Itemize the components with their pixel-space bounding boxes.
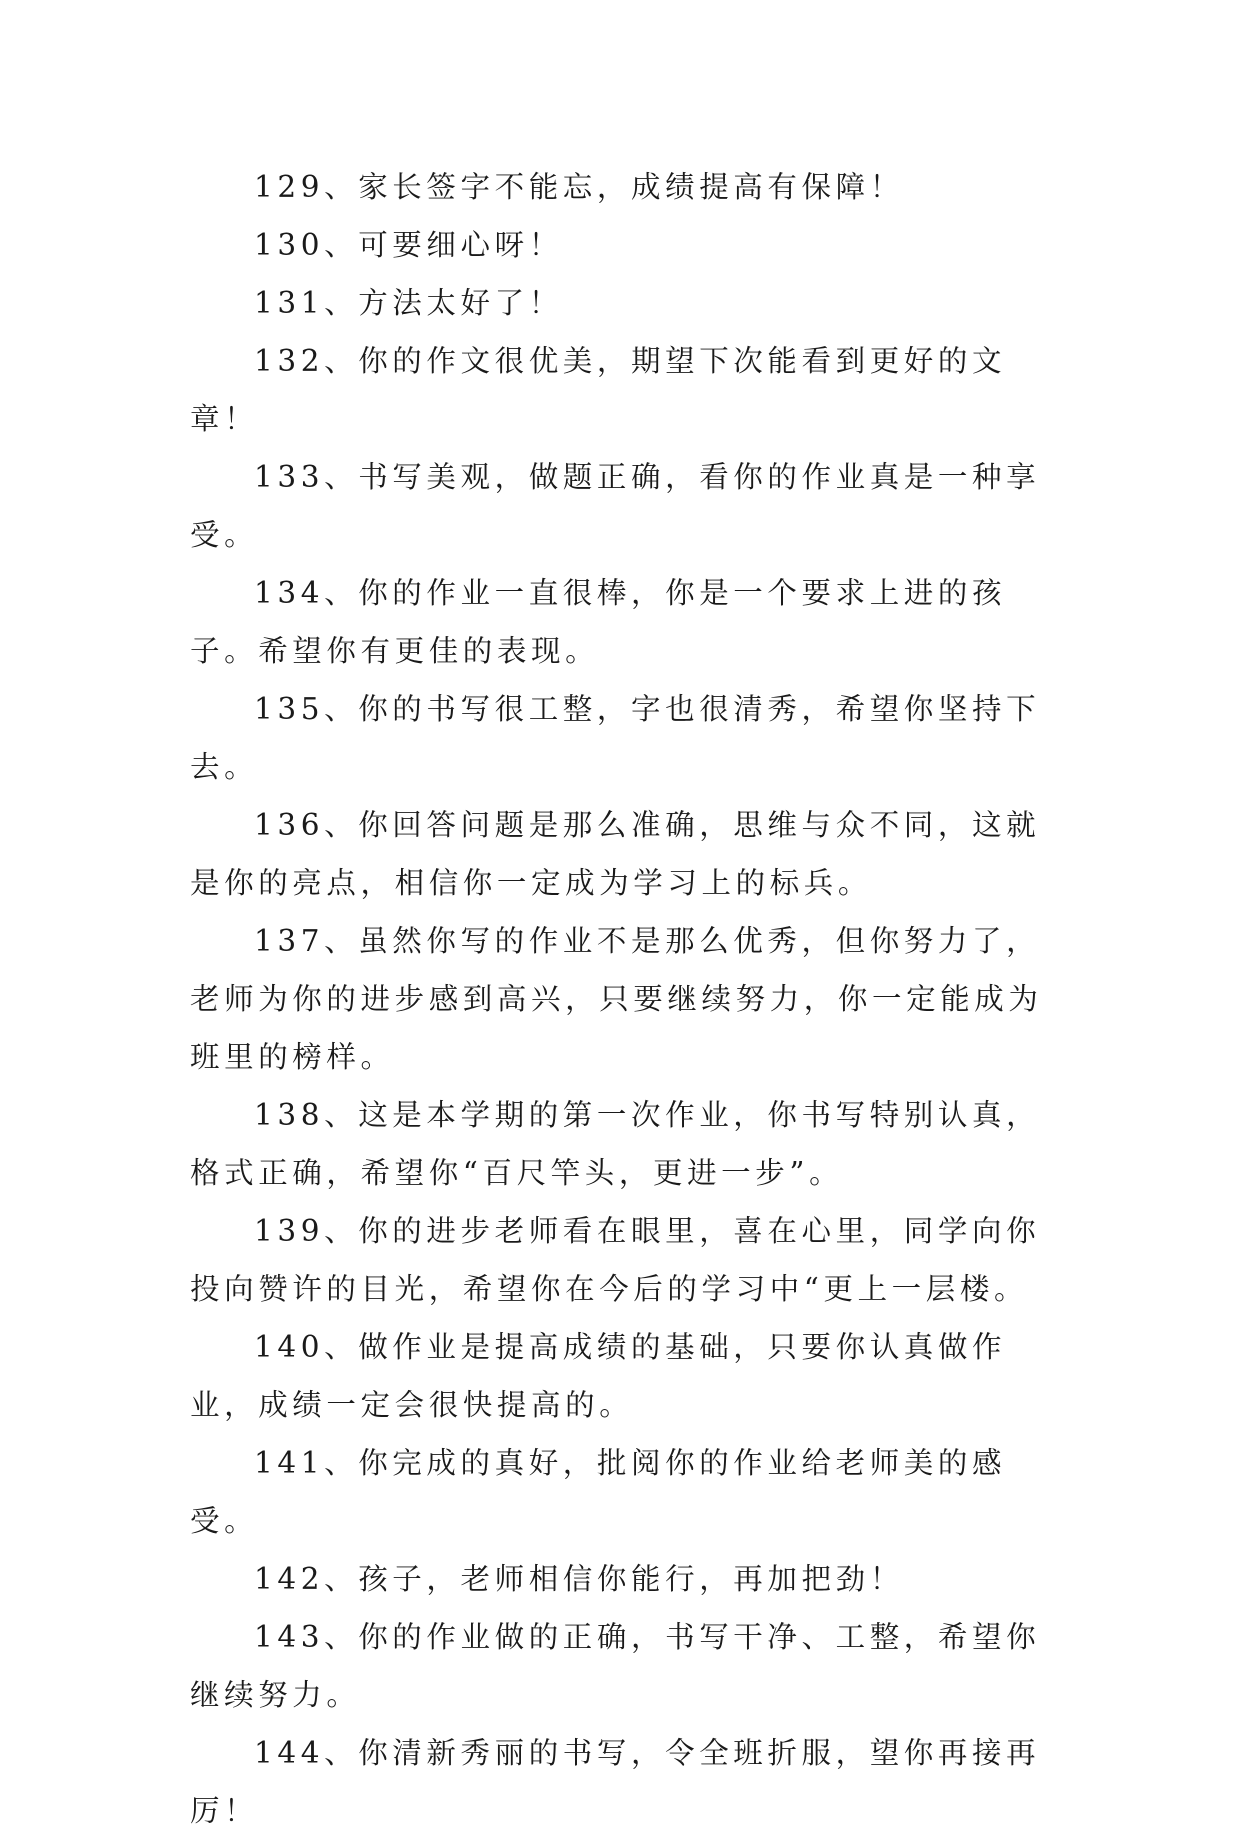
comment-entry-134: 134、你的作业一直很棒，你是一个要求上进的孩子。希望你有更佳的表现。 (190, 576, 1007, 668)
comment-entry-140: 140、做作业是提高成绩的基础，只要你认真做作业，成绩一定会很快提高的。 (190, 1330, 1007, 1422)
comment-entry-130: 130、可要细心呀！ (254, 228, 563, 262)
document-body (190, 158, 1070, 1840)
comment-entry-136: 136、你回答问题是那么准确，思维与众不同，这就是你的亮点，相信你一定成为学习上的标兵。 (190, 808, 1041, 900)
comment-entry-141: 141、你完成的真好，批阅你的作业给老师美的感受。 (190, 1446, 1007, 1538)
comment-entry-138: 138、这是本学期的第一次作业，你书写特别认真，格式正确，希望你“百尺竿头，更进一步”。 (190, 1098, 1041, 1190)
comment-entry-131: 131、方法太好了！ (254, 286, 563, 320)
comment-entry-135: 135、你的书写很工整，字也很清秀，希望你坚持下去。 (190, 692, 1041, 784)
comment-entry-132: 132、你的作文很优美，期望下次能看到更好的文章！ (190, 344, 1007, 436)
comment-entry-144: 144、你清新秀丽的书写，令全班折服，望你再接再厉！ (190, 1736, 1041, 1828)
comment-entry-139: 139、你的进步老师看在眼里，喜在心里，同学向你投向赞许的目光，希望你在今后的学习中“更上一层楼。 (190, 1214, 1041, 1306)
comment-entry-142: 142、孩子，老师相信你能行，再加把劲！ (254, 1562, 904, 1596)
comment-entry-137: 137、虽然你写的作业不是那么优秀，但你努力了，老师为你的进步感到高兴，只要继续努力，你一定能成为班里的榜样。 (190, 924, 1043, 1074)
comment-entry-143: 143、你的作业做的正确，书写干净、工整，希望你继续努力。 (190, 1620, 1041, 1712)
comment-entry-129: 129、家长签字不能忘，成绩提高有保障！ (254, 170, 904, 204)
comment-entry-133: 133、书写美观，做题正确，看你的作业真是一种享受。 (190, 460, 1041, 552)
